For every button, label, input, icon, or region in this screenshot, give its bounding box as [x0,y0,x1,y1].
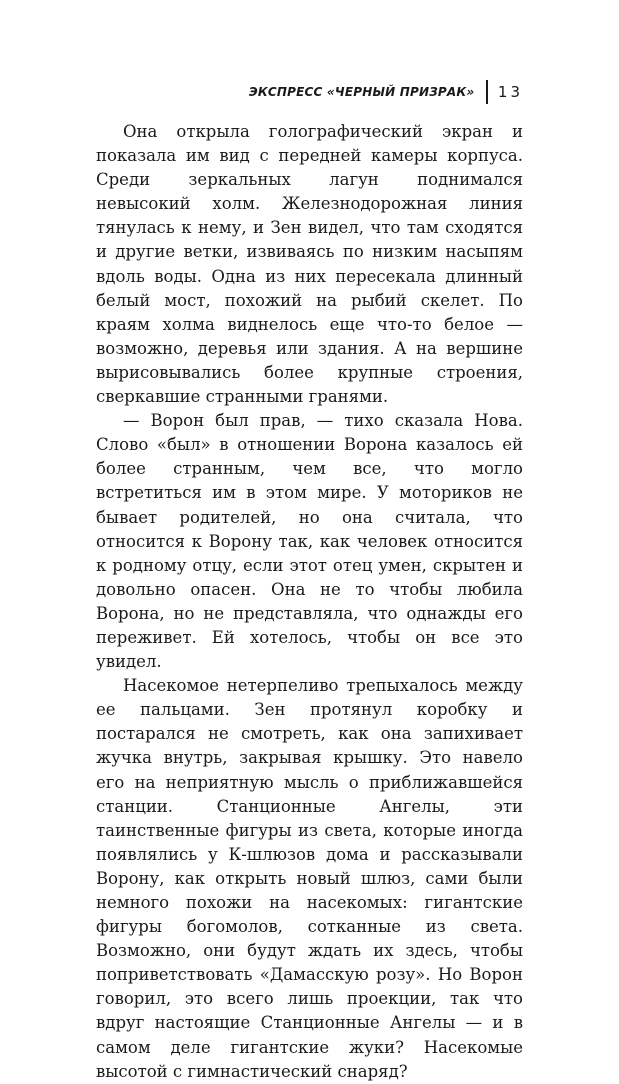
paragraph-3: Насекомое нетерпеливо трепыхалось между ее пальцами. Зен протянул коробку и постарался не смотреть, как она запихивает жучка внутрь, закрывая крышку. Это навело его на неприятную мысль о приближавшейся станции. Станционные Ангелы, эти таинственные фигуры из света, которые иногда появлялись у К-шлюзов дома и рассказывали Ворону, как открыть новый шлюз, сами были немного похожи на насекомых: гигантские фигуры богомолов, сотканные из света. Возможно, они будут ждать их здесь, чтобы поприветствовать «Дамасскую розу». Но Ворон говорил, это всего лишь проекции, так что вдруг настоящие Станционные Ангелы — и в самом деле гигантские жуки? Насекомые высотой с гимнастический снаряд? [96,676,523,1081]
running-header [249,80,523,104]
paragraph-1: Она открыла голографический экран и показала им вид с передней камеры корпуса. Среди зеркальных лагун поднимался невысокий холм. Железнодорожная линия тянулась к нему, и Зен видел, что там сходятся и другие ветки, извиваясь по низким насыпям вдоль воды. Одна из них пересекала длинный белый мост, похожий на рыбий скелет. По краям холма виднелось еще что-то белое — возможно, деревья или здания. А на вершине вырисовывались более крупные строения, сверкавшие странными гранями. [96,122,523,407]
running-title: ЭКСПРЕСС «ЧЕРНЫЙ ПРИЗРАК» [248,85,475,99]
header-divider [486,80,488,104]
body-text [96,120,523,1084]
paragraph-2: — Ворон был прав, — тихо сказала Нова. Слово «был» в отношении Ворона казалось ей более странным, чем все, что могло встретиться им в этом мире. У моториков не бывает родителей, но она считала, что относится к Ворону так, как человек относится к родному отцу, если этот отец умен, скрытен и довольно опасен. Она не то чтобы любила Ворона, но не представляла, что однажды его переживет. Ей хотелось, чтобы он все это увидел. [96,411,523,672]
page-number: 13 [497,83,523,101]
